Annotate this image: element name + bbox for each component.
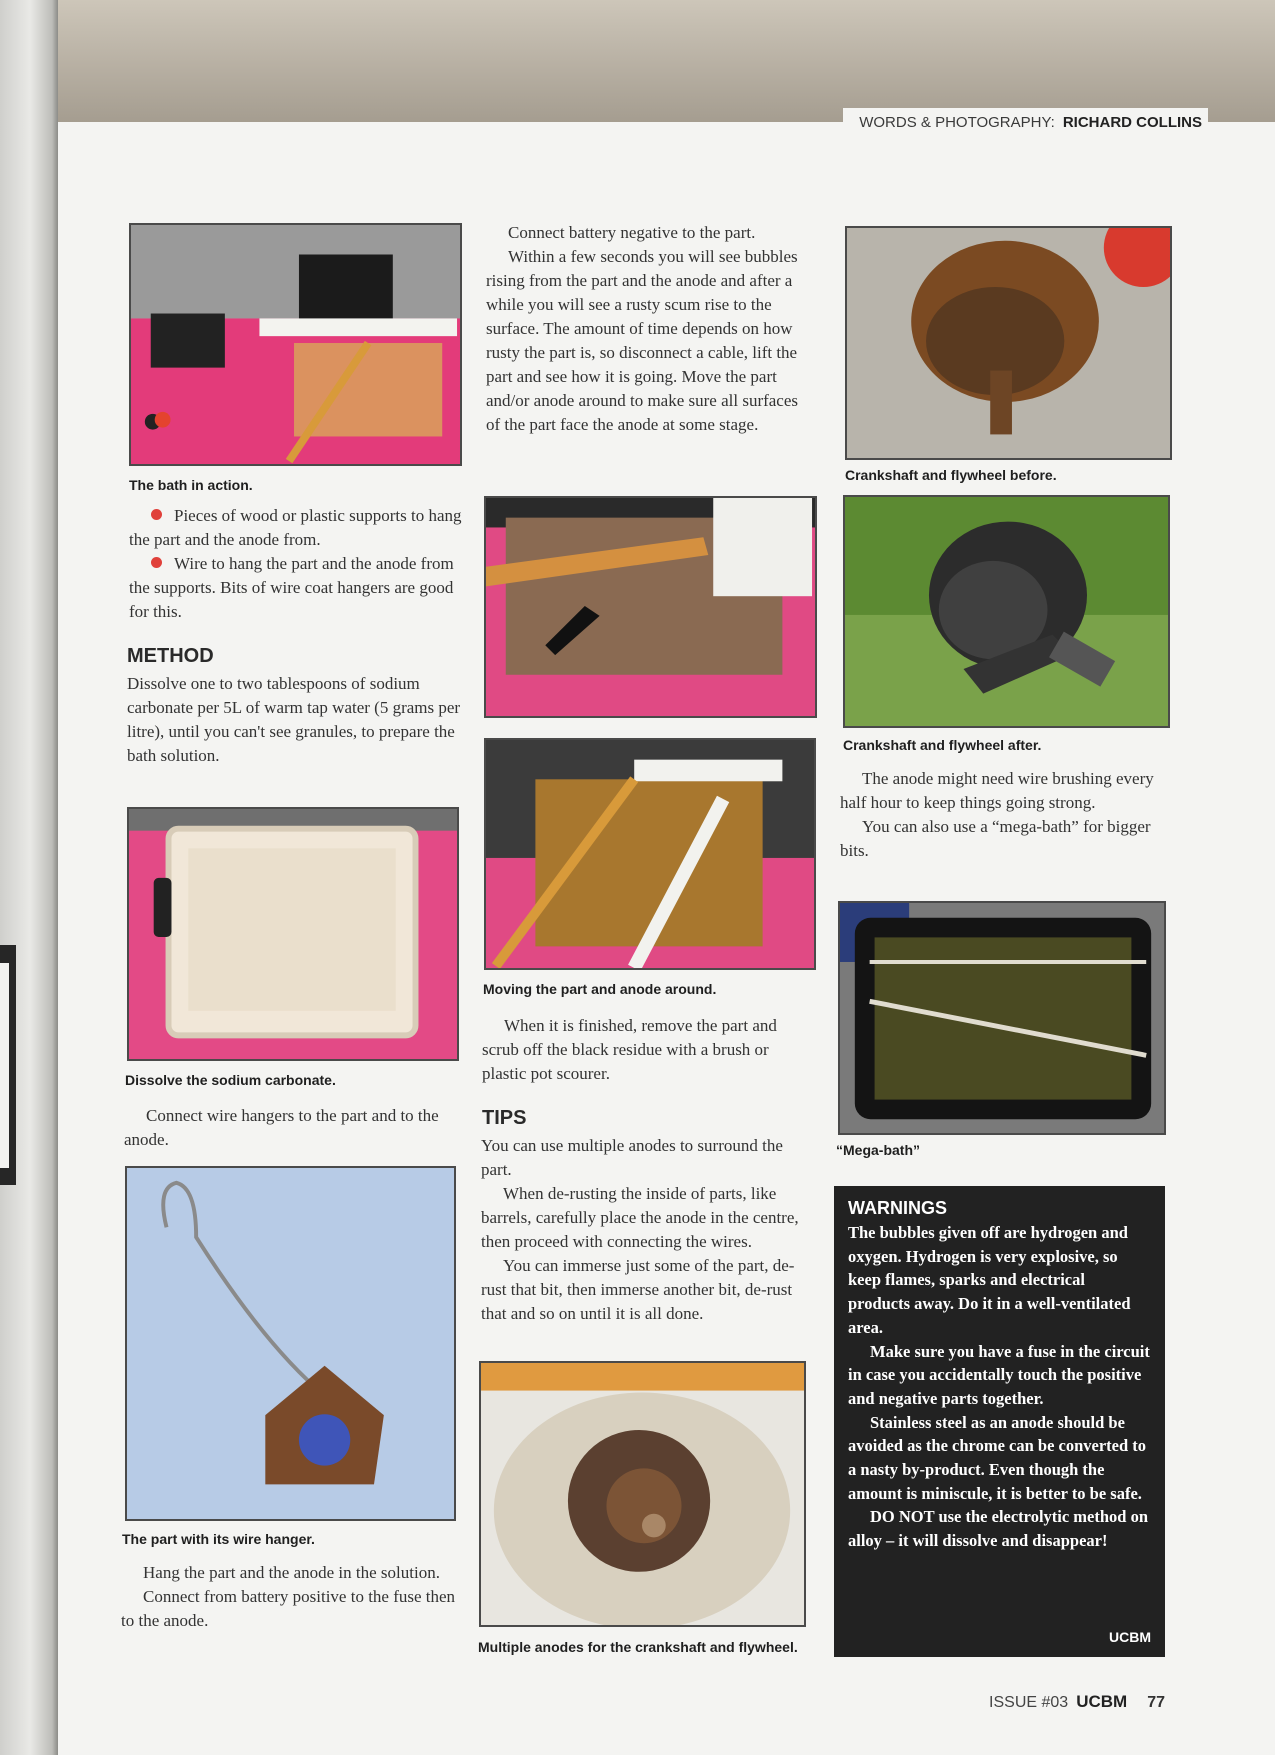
method-text: Dissolve one to two tablespoons of sodium carbonate per 5L of warm tap water (5 grams per litre), until you can't see granules, to prepare the bath solution.	[127, 674, 461, 765]
photo-mega-bath	[838, 901, 1166, 1135]
page-number: 77	[1147, 1694, 1165, 1711]
method-heading: METHOD	[127, 645, 214, 667]
anode-brush-text: The anode might need wire brushing every half hour to keep things going strong. You can also use a “mega-bath” for bigger bits.	[840, 769, 1154, 860]
caption-mega: “Mega-bath”	[836, 1142, 920, 1158]
photo-before	[845, 226, 1172, 460]
warning-fuse: Make sure you have a fuse in the circuit in case you accidentally touch the positive and negative parts together.	[848, 1341, 1150, 1408]
warning-hydrogen: The bubbles given off are hydrogen and oxygen. Hydrogen is very explosive, so keep flames, sparks and electrical products away. Do it in a well-ventilated area.	[848, 1223, 1131, 1337]
caption-after: Crankshaft and flywheel after.	[843, 737, 1042, 753]
photo-dissolve	[127, 807, 459, 1061]
photo-wire-hanger	[125, 1166, 456, 1521]
finished-text: When it is finished, remove the part and scrub off the black residue with a brush or plastic pot scourer.	[482, 1016, 777, 1083]
magazine-brand: UCBM	[1076, 1692, 1128, 1711]
photo-after	[843, 495, 1170, 728]
issue-number: ISSUE #03	[989, 1694, 1069, 1711]
ucbm-logo: UCBM	[1109, 1629, 1151, 1645]
bullet-supports: Pieces of wood or plastic supports to hang the part and the anode from.	[129, 506, 462, 549]
connect-negative-text: Connect battery negative to the part. Within a few seconds you will see bubbles rising from the part and the anode and after a while you will see a rusty scum rise to the surface. The amount of time depends on how rusty the part is, so disconnect a cable, lift the part and see how it is going. Move the part and/or anode around to make sure all surfaces of the part face the anode at some stage.	[486, 223, 799, 434]
byline-author: RICHARD COLLINS	[1062, 113, 1202, 131]
tips-text: You can use multiple anodes to surround the part. When de-rusting the inside of parts, like barrels, carefully place the anode in the centre, then proceed with connecting the wires. You can immerse just some of the part, de-rust that bit, then immerse another bit, de-rust that and so on until it is all done.	[481, 1136, 799, 1323]
warning-alloy: DO NOT use the electrolytic method on alloy – it will dissolve and disappear!	[848, 1507, 1149, 1551]
spine-tab	[0, 945, 16, 1185]
photo-bath-in-action	[129, 223, 462, 466]
bullet-wire: Wire to hang the part and the anode from the supports. Bits of wire coat hangers are good for this.	[129, 554, 454, 621]
connect-hangers-text: Connect wire hangers to the part and to the anode.	[124, 1106, 439, 1149]
byline-label: WORDS & PHOTOGRAPHY:	[859, 113, 1055, 131]
photo-moving-part	[484, 738, 816, 970]
top-band	[58, 0, 1275, 122]
byline	[843, 108, 1208, 136]
caption-moving: Moving the part and anode around.	[483, 981, 717, 997]
equipment-bullets	[129, 504, 462, 624]
warning-stainless: Stainless steel as an anode should be avoided as the chrome can be converted to a nasty by-product. Even though the amount is miniscule, it is better to be safe.	[848, 1412, 1147, 1503]
tips-heading: TIPS	[482, 1107, 527, 1129]
photo-multiple-anodes	[479, 1361, 806, 1627]
caption-multiple: Multiple anodes for the crankshaft and flywheel.	[478, 1639, 798, 1655]
caption-dissolve: Dissolve the sodium carbonate.	[125, 1072, 336, 1088]
page-spine	[0, 0, 58, 1755]
page-footer	[989, 1692, 1165, 1712]
photo-bath-closeup	[484, 496, 817, 718]
caption-hanger: The part with its wire hanger.	[122, 1531, 315, 1547]
hang-text: Hang the part and the anode in the solution. Connect from battery positive to the fuse then to the anode.	[121, 1563, 456, 1630]
bullet-dot-icon	[151, 509, 162, 520]
warnings-heading: WARNINGS	[848, 1198, 947, 1218]
caption-bath: The bath in action.	[129, 477, 253, 493]
bullet-dot-icon	[151, 557, 162, 568]
warnings-box	[834, 1186, 1165, 1657]
caption-before: Crankshaft and flywheel before.	[845, 467, 1057, 483]
